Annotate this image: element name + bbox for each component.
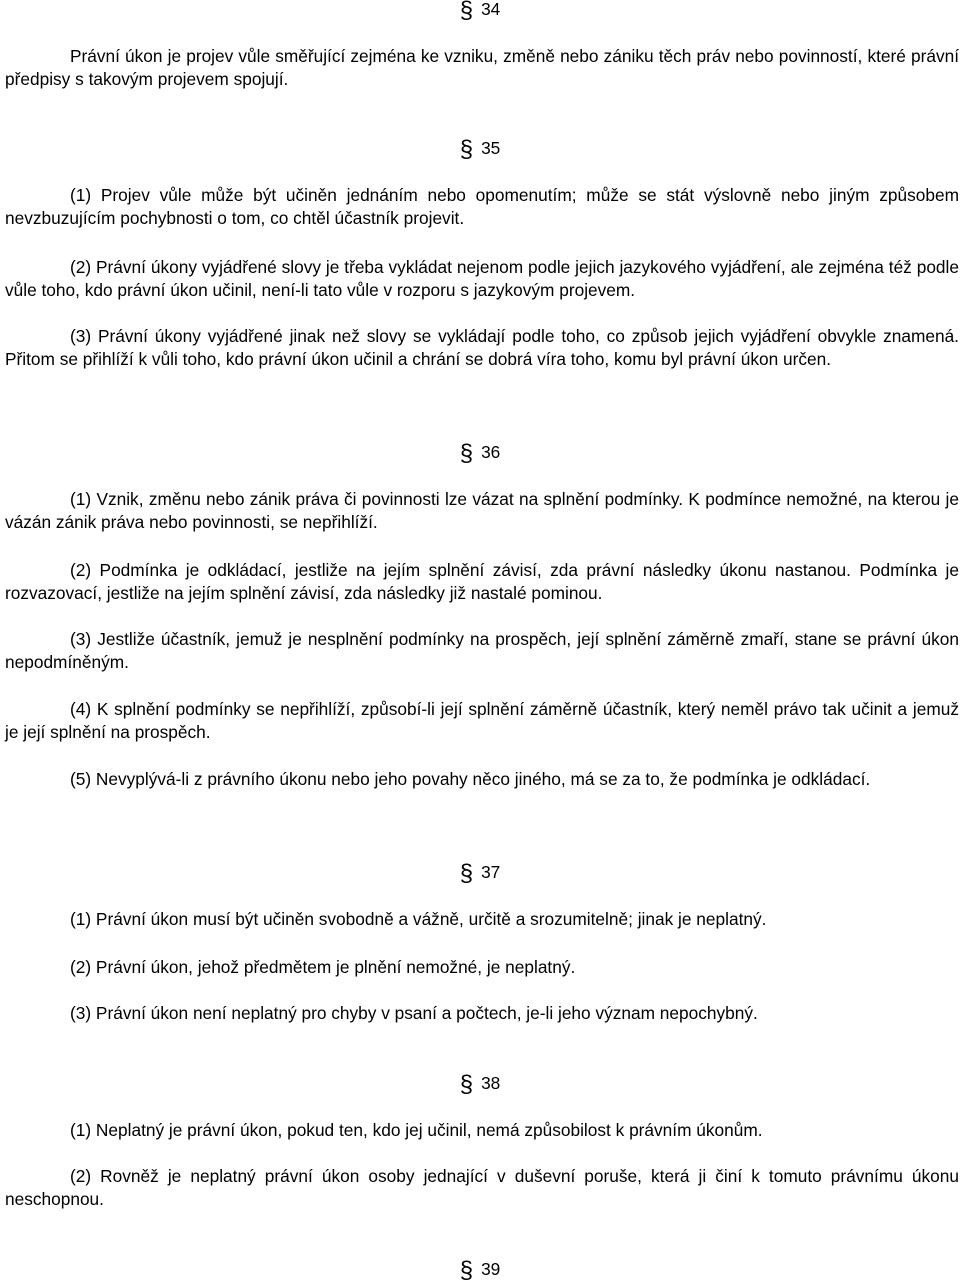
section-symbol: § (459, 1071, 474, 1098)
section-heading-35 (0, 137, 960, 163)
section-36-paragraph-5: (5) Nevyplývá-li z právního úkonu nebo jeho povahy něco jiného, má se za to, že podmínka je odkládací. (70, 769, 871, 789)
section-36-paragraph-2: (2) Podmínka je odkládací, jestliže na jejím splnění závisí, zda právní následky úkonu nastanou. Podmínka je rozvazovací, jestliže na jejím splnění závisí, zda následky již nastalé pominou. (5, 560, 959, 603)
section-36-paragraph-4: (4) K splnění podmínky se nepřihlíží, způsobí-li její splnění záměrně účastník, který neměl právo tak učinit a jemuž je její splnění na prospěch. (5, 699, 959, 742)
section-38-paragraph-2: (2) Rovněž je neplatný právní úkon osoby jednající v duševní poruše, která ji činí k tomuto právnímu úkonu neschopnou. (5, 1166, 959, 1209)
section-heading-37 (0, 861, 960, 887)
section-35-paragraph-3: (3) Právní úkony vyjádřené jinak než slovy se vykládají podle toho, co způsob jejich vyjádření obvykle znamená. Přitom se přihlíží k vůli toho, kdo právní úkon učinil a chrání se dobrá víra toho, komu byl právní úkon určen. (5, 326, 959, 369)
section-37-paragraph-2: (2) Právní úkon, jehož předmětem je plnění nemožné, je neplatný. (70, 957, 576, 977)
section-number: 39 (481, 1259, 501, 1279)
section-number: 37 (481, 862, 501, 882)
section-35-paragraph-1: (1) Projev vůle může být učiněn jednáním nebo opomenutím; může se stát výslovně nebo jiným způsobem nevzbuzujícím pochybnosti o tom, co chtěl účastník projevit. (5, 185, 959, 228)
section-34-paragraph-1: Právní úkon je projev vůle směřující zejména ke vzniku, změně nebo zániku těch práv nebo povinností, které právní předpisy s takovým projevem spojují. (5, 46, 959, 89)
section-37-paragraph-1: (1) Právní úkon musí být učiněn svobodně a vážně, určitě a srozumitelně; jinak je neplatný. (70, 909, 767, 929)
section-37-paragraph-3: (3) Právní úkon není neplatný pro chyby v psaní a počtech, je-li jeho význam nepochybný. (70, 1003, 758, 1023)
section-number: 36 (481, 442, 501, 462)
section-heading-36 (0, 441, 960, 467)
section-heading-39 (0, 1258, 960, 1284)
section-symbol: § (459, 0, 474, 24)
section-heading-38 (0, 1072, 960, 1098)
section-symbol: § (459, 440, 474, 467)
section-35-paragraph-2: (2) Právní úkony vyjádřené slovy je třeba vykládat nejenom podle jejich jazykového vyjádření, ale zejména též podle vůle toho, kdo právní úkon učinil, není-li tato vůle v rozporu s jazykovým projevem. (5, 257, 959, 300)
section-symbol: § (459, 1257, 474, 1284)
section-number: 38 (481, 1073, 501, 1093)
section-symbol: § (459, 860, 474, 887)
section-number: 35 (481, 138, 501, 158)
section-symbol: § (459, 136, 474, 163)
section-heading-34 (0, 0, 960, 24)
section-number: 34 (481, 0, 501, 19)
section-36-paragraph-1: (1) Vznik, změnu nebo zánik práva či povinnosti lze vázat na splnění podmínky. K podmínce nemožné, na kterou je vázán zánik práva nebo povinnosti, se nepřihlíží. (5, 489, 959, 532)
section-36-paragraph-3: (3) Jestliže účastník, jemuž je nesplnění podmínky na prospěch, její splnění záměrně zmaří, stane se právní úkon nepodmíněným. (5, 629, 959, 672)
section-38-paragraph-1: (1) Neplatný je právní úkon, pokud ten, kdo jej učinil, nemá způsobilost k právním úkonům. (70, 1120, 763, 1140)
